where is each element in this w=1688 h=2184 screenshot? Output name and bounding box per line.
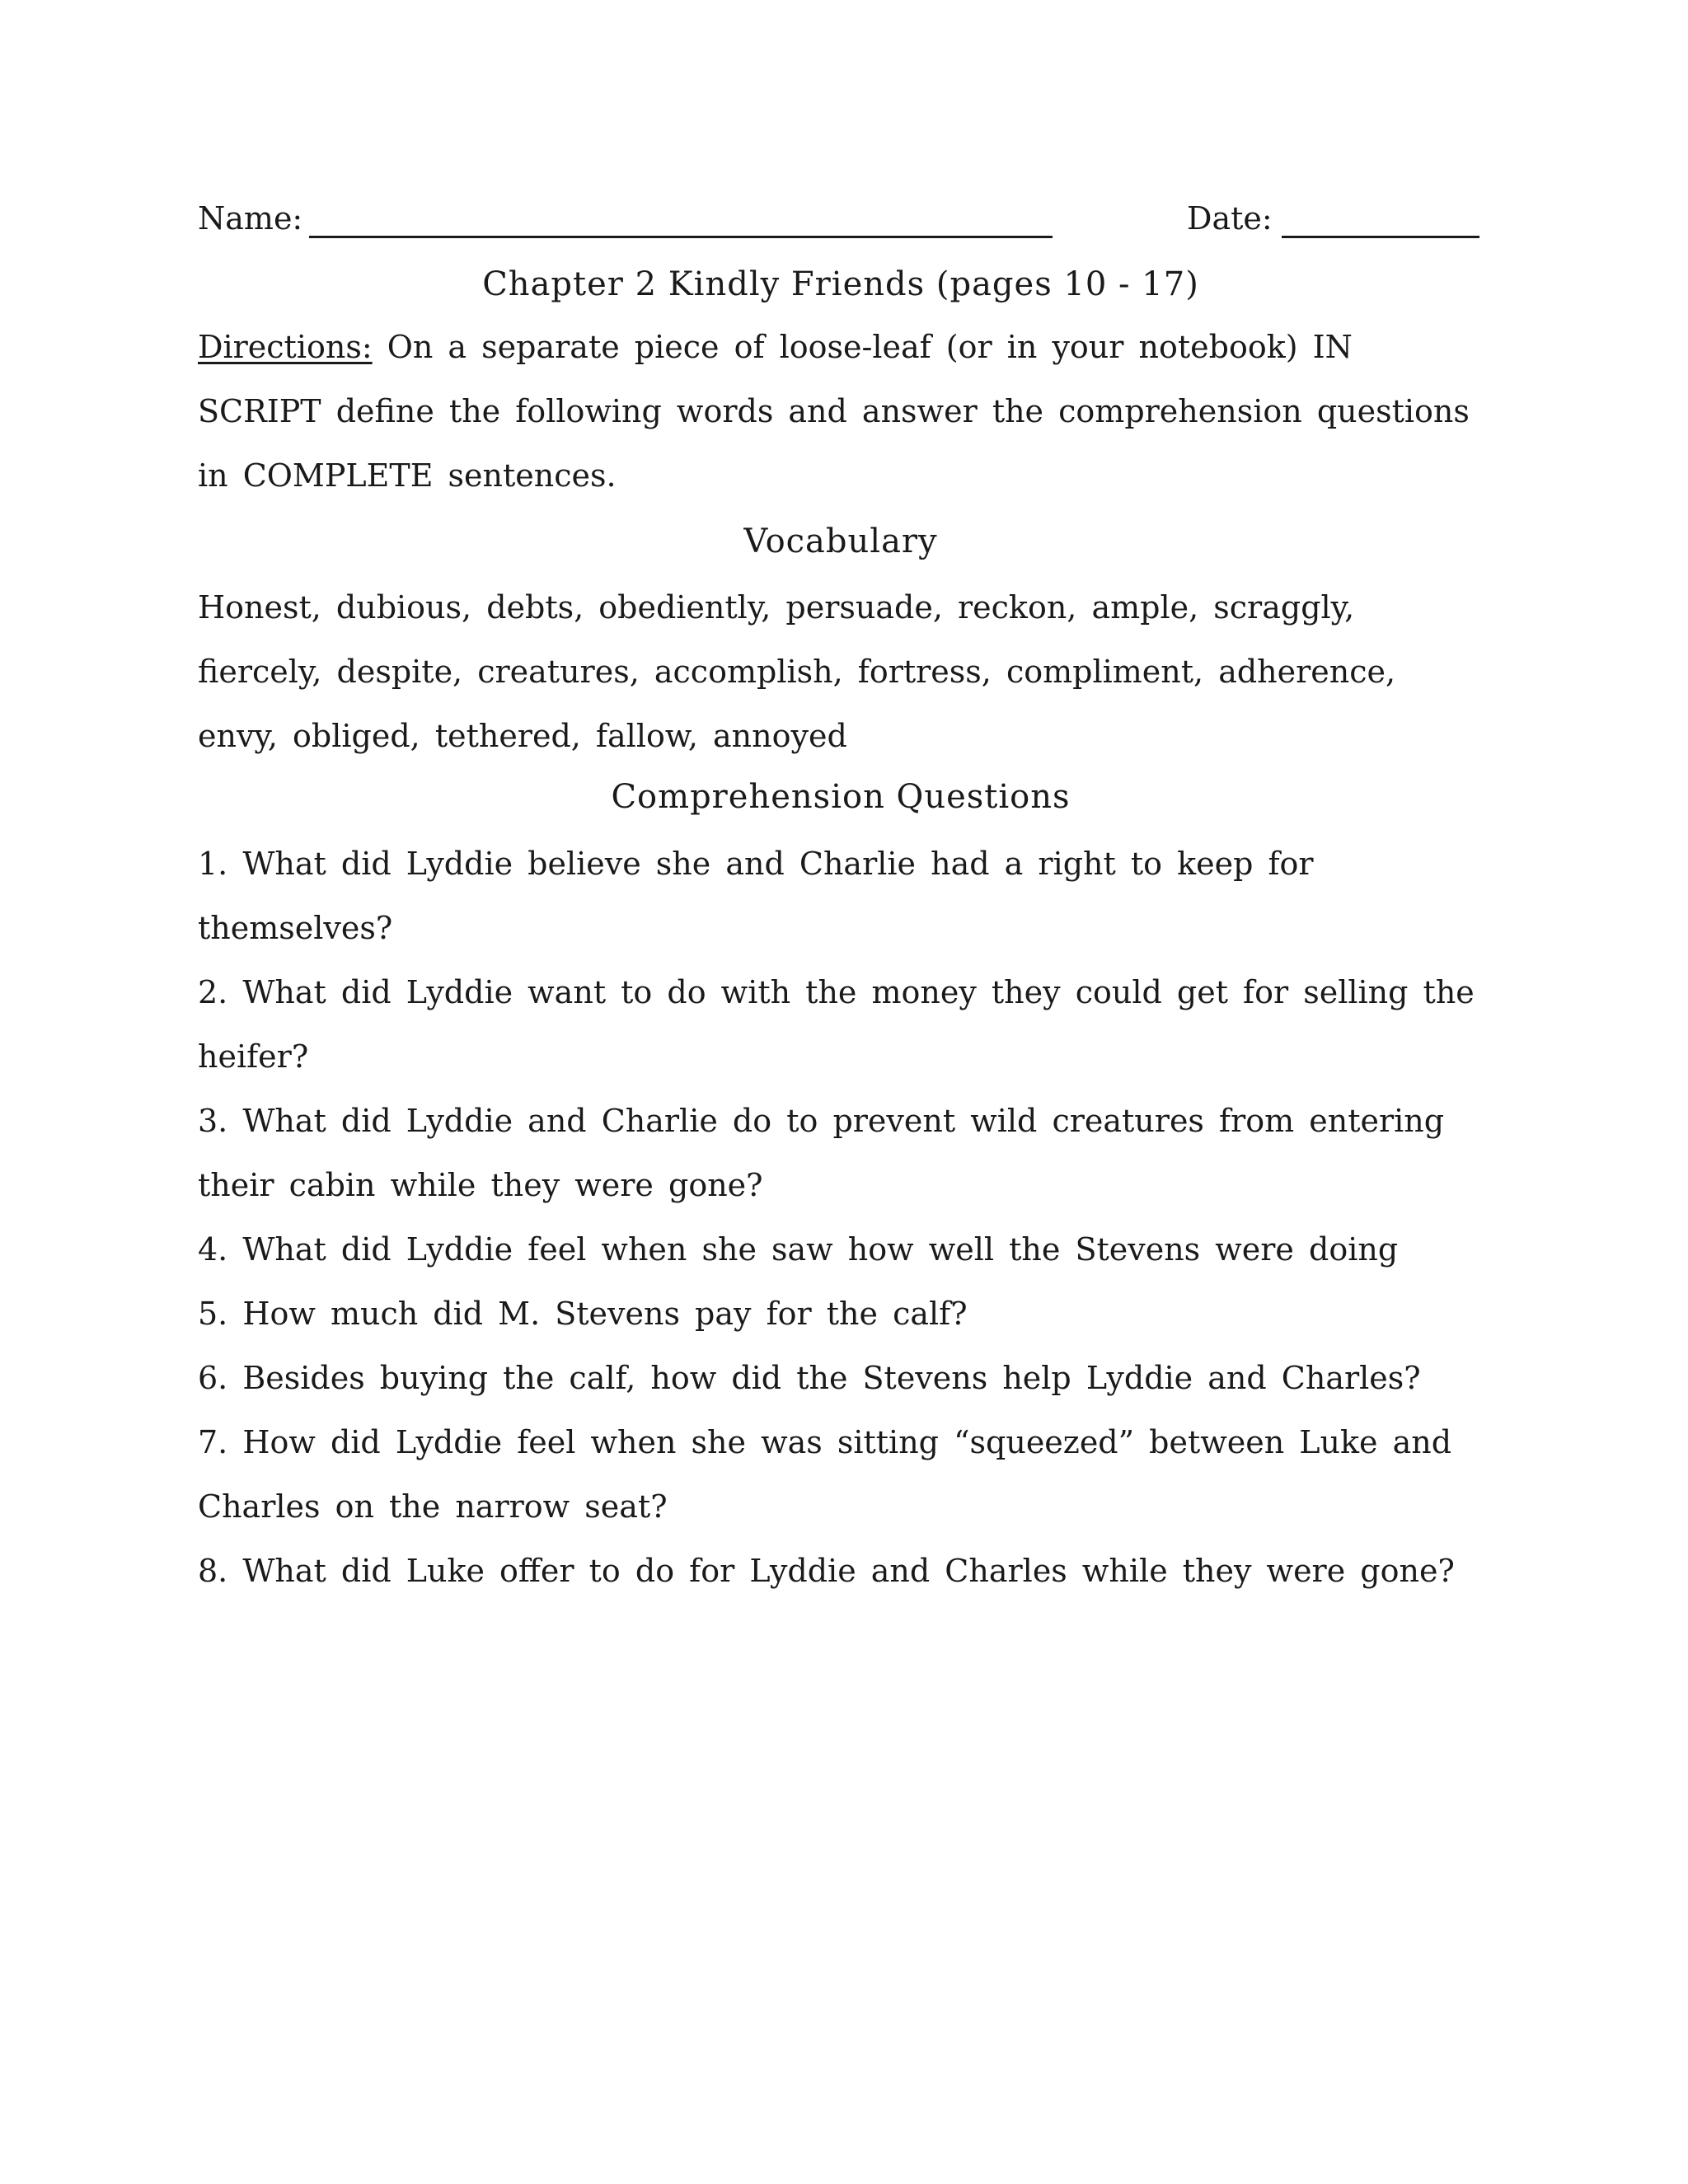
directions-text: On a separate piece of loose-leaf (or in your notebook) IN SCRIPT define the following words and answer the comprehension questions in COMPLETE sentences.	[198, 329, 1470, 494]
question-item: 8. What did Luke offer to do for Lyddie and Charles while they were gone?	[198, 1553, 1455, 1589]
worksheet-title: Chapter 2 Kindly Friends (pages 10 - 17)	[482, 265, 1199, 303]
question-item: 6. Besides buying the calf, how did the Stevens help Lyddie and Charles?	[198, 1360, 1421, 1396]
directions-label: Directions:	[198, 329, 373, 365]
question-item: 7. How did Lyddie feel when she was sitting “squeezed” between Luke and Charles on the narrow seat?	[198, 1424, 1452, 1525]
directions-paragraph	[198, 315, 1484, 508]
worksheet-page	[198, 0, 1484, 2184]
name-label: Name:	[198, 200, 303, 237]
header-row	[198, 200, 1484, 244]
vocabulary-heading: Vocabulary	[743, 523, 938, 560]
question-item: 2. What did Lyddie want to do with the money they could get for selling the heifer?	[198, 974, 1475, 1075]
date-label: Date:	[1187, 200, 1273, 237]
name-blank-line	[309, 236, 1053, 238]
comprehension-question-list	[198, 832, 1484, 1603]
question-item: 5. How much did M. Stevens pay for the calf?	[198, 1296, 968, 1332]
comprehension-heading: Comprehension Questions	[611, 778, 1071, 816]
question-item: 3. What did Lyddie and Charlie do to prevent wild creatures from entering their cabin while they were gone?	[198, 1103, 1445, 1203]
question-item: 4. What did Lyddie feel when she saw how well the Stevens were doing	[198, 1231, 1399, 1268]
date-blank-line	[1282, 236, 1479, 238]
question-item: 1. What did Lyddie believe she and Charlie had a right to keep for themselves?	[198, 846, 1314, 946]
vocabulary-word-list: Honest, dubious, debts, obediently, persuade, reckon, ample, scraggly, fiercely, despite, creatures, accomplish, fortress, compliment, adherence, envy, obliged, tethered, fallow, annoyed	[198, 589, 1396, 754]
